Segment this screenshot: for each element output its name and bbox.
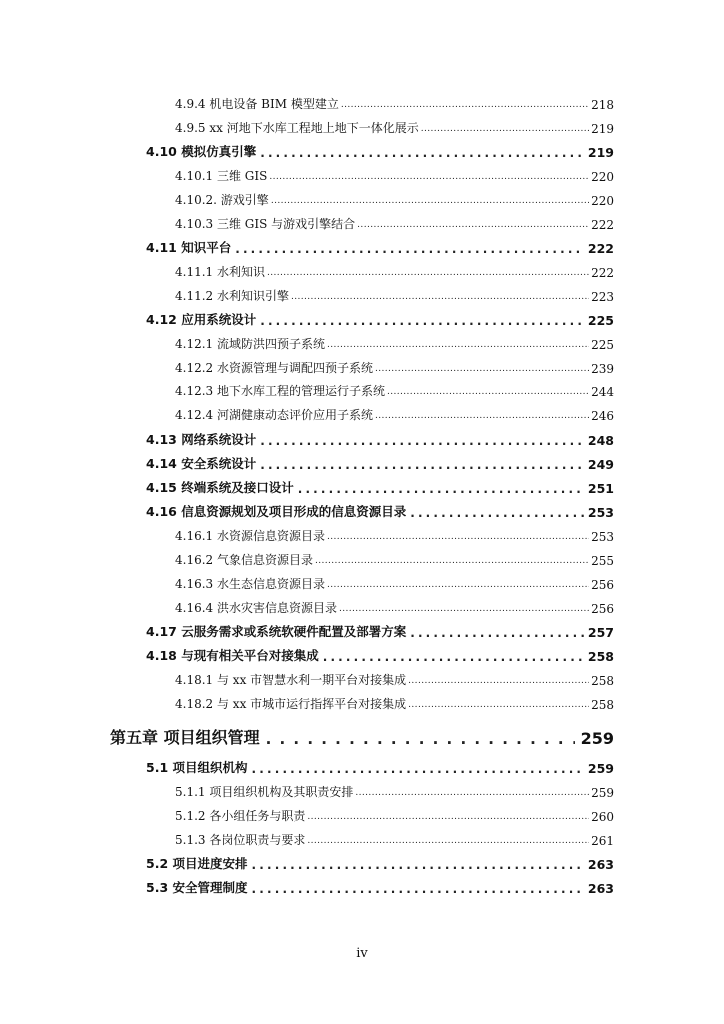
toc-entry-page-number: 263 (587, 856, 614, 872)
toc-entry-page-number: 246 (591, 409, 614, 424)
toc-entry-title: 5.1.2 各小组任务与职责 (175, 808, 306, 823)
toc-entry-page-number: 222 (587, 240, 614, 256)
toc-entry-page-number: 248 (587, 432, 614, 448)
toc-entry-title: 4.16.4 洪水灾害信息资源目录 (175, 600, 337, 615)
toc-entry-page-number: 259 (587, 761, 614, 777)
toc-entry-page-number: 256 (591, 577, 614, 592)
toc-entry-title: 4.14 安全系统设计 (146, 455, 257, 471)
toc-subsection-entry[interactable] (0, 112, 724, 136)
toc-entry-title: 4.13 网络系统设计 (146, 431, 257, 447)
toc-entry-page-number: 263 (587, 881, 614, 897)
toc-entry-title: 4.12 应用系统设计 (146, 311, 257, 327)
toc-subsection-entry[interactable] (0, 776, 724, 800)
dot-leader (266, 730, 575, 748)
toc-entry-title: 4.12.3 地下水库工程的管理运行子系统 (175, 384, 385, 399)
dot-leader (375, 411, 589, 421)
toc-entry-title: 4.10.1 三维 GIS (175, 168, 268, 183)
toc-entry-page-number: 249 (587, 456, 614, 472)
dot-leader (235, 242, 584, 256)
toc-entry-title: 4.12.4 河湖健康动态评价应用子系统 (175, 408, 373, 423)
toc-subsection-entry[interactable] (0, 184, 724, 208)
dot-leader (421, 124, 589, 134)
toc-entry-title: 4.16.2 气象信息资源目录 (175, 552, 313, 567)
toc-section-entry[interactable] (0, 616, 724, 640)
toc-entry-page-number: 219 (587, 144, 614, 160)
dot-leader (252, 762, 584, 776)
toc-entry-title: 4.17 云服务需求或系统软硬件配置及部署方案 (146, 623, 407, 639)
dot-leader (410, 626, 584, 640)
toc-entry-page-number: 257 (587, 624, 614, 640)
toc-section-entry[interactable] (0, 752, 724, 776)
toc-entry-page-number: 225 (587, 312, 614, 328)
dot-leader (260, 146, 584, 160)
toc-section-entry[interactable] (0, 872, 724, 896)
toc-section-entry[interactable] (0, 136, 724, 160)
toc-subsection-entry[interactable] (0, 544, 724, 568)
toc-section-entry[interactable] (0, 423, 724, 447)
toc-entry-page-number: 222 (591, 265, 614, 280)
toc-entry-title: 4.10 模拟仿真引擎 (146, 143, 257, 159)
toc-entry-page-number: 255 (591, 553, 614, 568)
dot-leader (327, 580, 589, 590)
toc-subsection-entry[interactable] (0, 800, 724, 824)
dot-leader (387, 387, 589, 397)
dot-leader (327, 340, 589, 350)
dot-leader (341, 100, 589, 110)
page-number: iv (356, 946, 368, 961)
toc-entry-page-number: 258 (591, 697, 614, 712)
toc-entry-page-number: 260 (591, 809, 614, 824)
toc-entry-title: 4.18.1 与 xx 市智慧水利一期平台对接集成 (175, 672, 407, 687)
toc-section-entry[interactable] (0, 848, 724, 872)
toc-entry-page-number: 253 (591, 530, 614, 544)
toc-subsection-entry[interactable] (0, 592, 724, 616)
toc-section-entry[interactable] (0, 472, 724, 496)
toc-entry-title: 4.18 与现有相关平台对接集成 (146, 648, 319, 664)
toc-subsection-entry[interactable] (0, 824, 724, 848)
toc-entry-title: 5.3 安全管理制度 (146, 880, 248, 896)
toc-entry-page-number: 220 (591, 169, 614, 184)
toc-section-entry[interactable] (0, 304, 724, 328)
toc-entry-title: 4.12.1 流域防洪四预子系统 (175, 336, 325, 351)
toc-chapter-entry[interactable] (0, 720, 724, 748)
dot-leader (408, 676, 589, 686)
toc-subsection-entry[interactable] (0, 664, 724, 688)
toc-subsection-entry[interactable] (0, 520, 724, 544)
toc-section-entry[interactable] (0, 448, 724, 472)
toc-entry-title: 5.1.3 各岗位职责与要求 (175, 832, 306, 847)
toc-entry-page-number: 239 (591, 361, 614, 376)
dot-leader (357, 220, 589, 230)
toc-entry-page-number: 218 (591, 97, 614, 112)
toc-subsection-entry[interactable] (0, 376, 724, 400)
toc-subsection-entry[interactable] (0, 280, 724, 304)
toc-section-entry[interactable] (0, 496, 724, 520)
toc-subsection-entry[interactable] (0, 352, 724, 376)
dot-leader (252, 858, 584, 872)
toc-entry-title: 4.10.2. 游戏引擎 (175, 192, 269, 207)
toc-entry-title: 4.11.1 水利知识 (175, 264, 265, 279)
toc-subsection-entry[interactable] (0, 568, 724, 592)
toc-section-entry[interactable] (0, 232, 724, 256)
toc-entry-page-number: 222 (591, 217, 614, 232)
toc-entry-title: 4.10.3 三维 GIS 与游戏引擎结合 (175, 216, 356, 231)
toc-subsection-entry[interactable] (0, 328, 724, 352)
toc-entry-page-number: 223 (591, 289, 614, 304)
toc-entry-page-number: 256 (591, 601, 614, 616)
toc-entry-title: 4.15 终端系统及接口设计 (146, 479, 294, 495)
dot-leader (298, 482, 584, 496)
toc-subsection-entry[interactable] (0, 256, 724, 280)
toc-entry-title: 4.11 知识平台 (146, 239, 232, 255)
toc-entry-page-number: 244 (591, 385, 614, 400)
toc-entry-page-number: 258 (591, 673, 614, 688)
toc-entry-page-number: 261 (591, 833, 614, 848)
toc-entry-title: 4.18.2 与 xx 市城市运行指挥平台对接集成 (175, 696, 407, 711)
dot-leader (315, 556, 589, 566)
dot-leader (260, 434, 584, 448)
dot-leader (323, 650, 584, 664)
dot-leader (307, 836, 589, 846)
toc-subsection-entry[interactable] (0, 160, 724, 184)
toc-entry-title: 5.1.1 项目组织机构及其职责安排 (175, 784, 354, 799)
toc-entry-title: 4.11.2 水利知识引擎 (175, 288, 289, 303)
dot-leader (339, 604, 589, 614)
toc-entry-title: 4.12.2 水资源管理与调配四预子系统 (175, 360, 373, 375)
toc-entry-title: 5.1 项目组织机构 (146, 760, 248, 776)
toc-entry-title: 5.2 项目进度安排 (146, 855, 248, 871)
toc-entry-page-number: 253 (587, 505, 614, 521)
dot-leader (410, 506, 584, 520)
dot-leader (252, 882, 584, 896)
toc-subsection-entry[interactable] (0, 208, 724, 232)
dot-leader (327, 532, 589, 542)
toc-section-entry[interactable] (0, 640, 724, 664)
toc-entry-page-number: 259 (580, 728, 614, 748)
dot-leader (355, 788, 589, 798)
dot-leader (408, 700, 589, 710)
toc-entry-page-number: 258 (587, 649, 614, 665)
toc-subsection-entry[interactable] (0, 399, 724, 423)
toc-entry-page-number: 225 (591, 337, 614, 352)
toc-entry-page-number: 259 (591, 785, 614, 800)
toc-entry-page-number: 219 (591, 121, 614, 136)
toc-entry-title: 第五章 项目组织管理 (110, 727, 260, 747)
toc-entry-title: 4.16 信息资源规划及项目形成的信息资源目录 (146, 504, 407, 520)
dot-leader (375, 364, 589, 374)
dot-leader (291, 292, 589, 302)
toc-subsection-entry[interactable] (0, 688, 724, 712)
toc-entry-title: 4.9.4 机电设备 BIM 模型建立 (175, 96, 339, 111)
dot-leader (260, 458, 584, 472)
toc-entry-title: 4.9.5 xx 河地下水库工程地上地下一体化展示 (175, 120, 419, 135)
dot-leader (271, 196, 589, 206)
dot-leader (260, 314, 584, 328)
toc-subsection-entry[interactable] (0, 88, 724, 112)
toc-entry-page-number: 220 (591, 193, 614, 208)
toc-entry-title: 4.16.3 水生态信息资源目录 (175, 576, 325, 591)
dot-leader (267, 268, 589, 278)
table-of-contents (0, 88, 724, 896)
dot-leader (307, 812, 589, 822)
toc-entry-page-number: 251 (587, 480, 614, 496)
dot-leader (269, 172, 589, 182)
toc-entry-title: 4.16.1 水资源信息资源目录 (175, 529, 325, 543)
